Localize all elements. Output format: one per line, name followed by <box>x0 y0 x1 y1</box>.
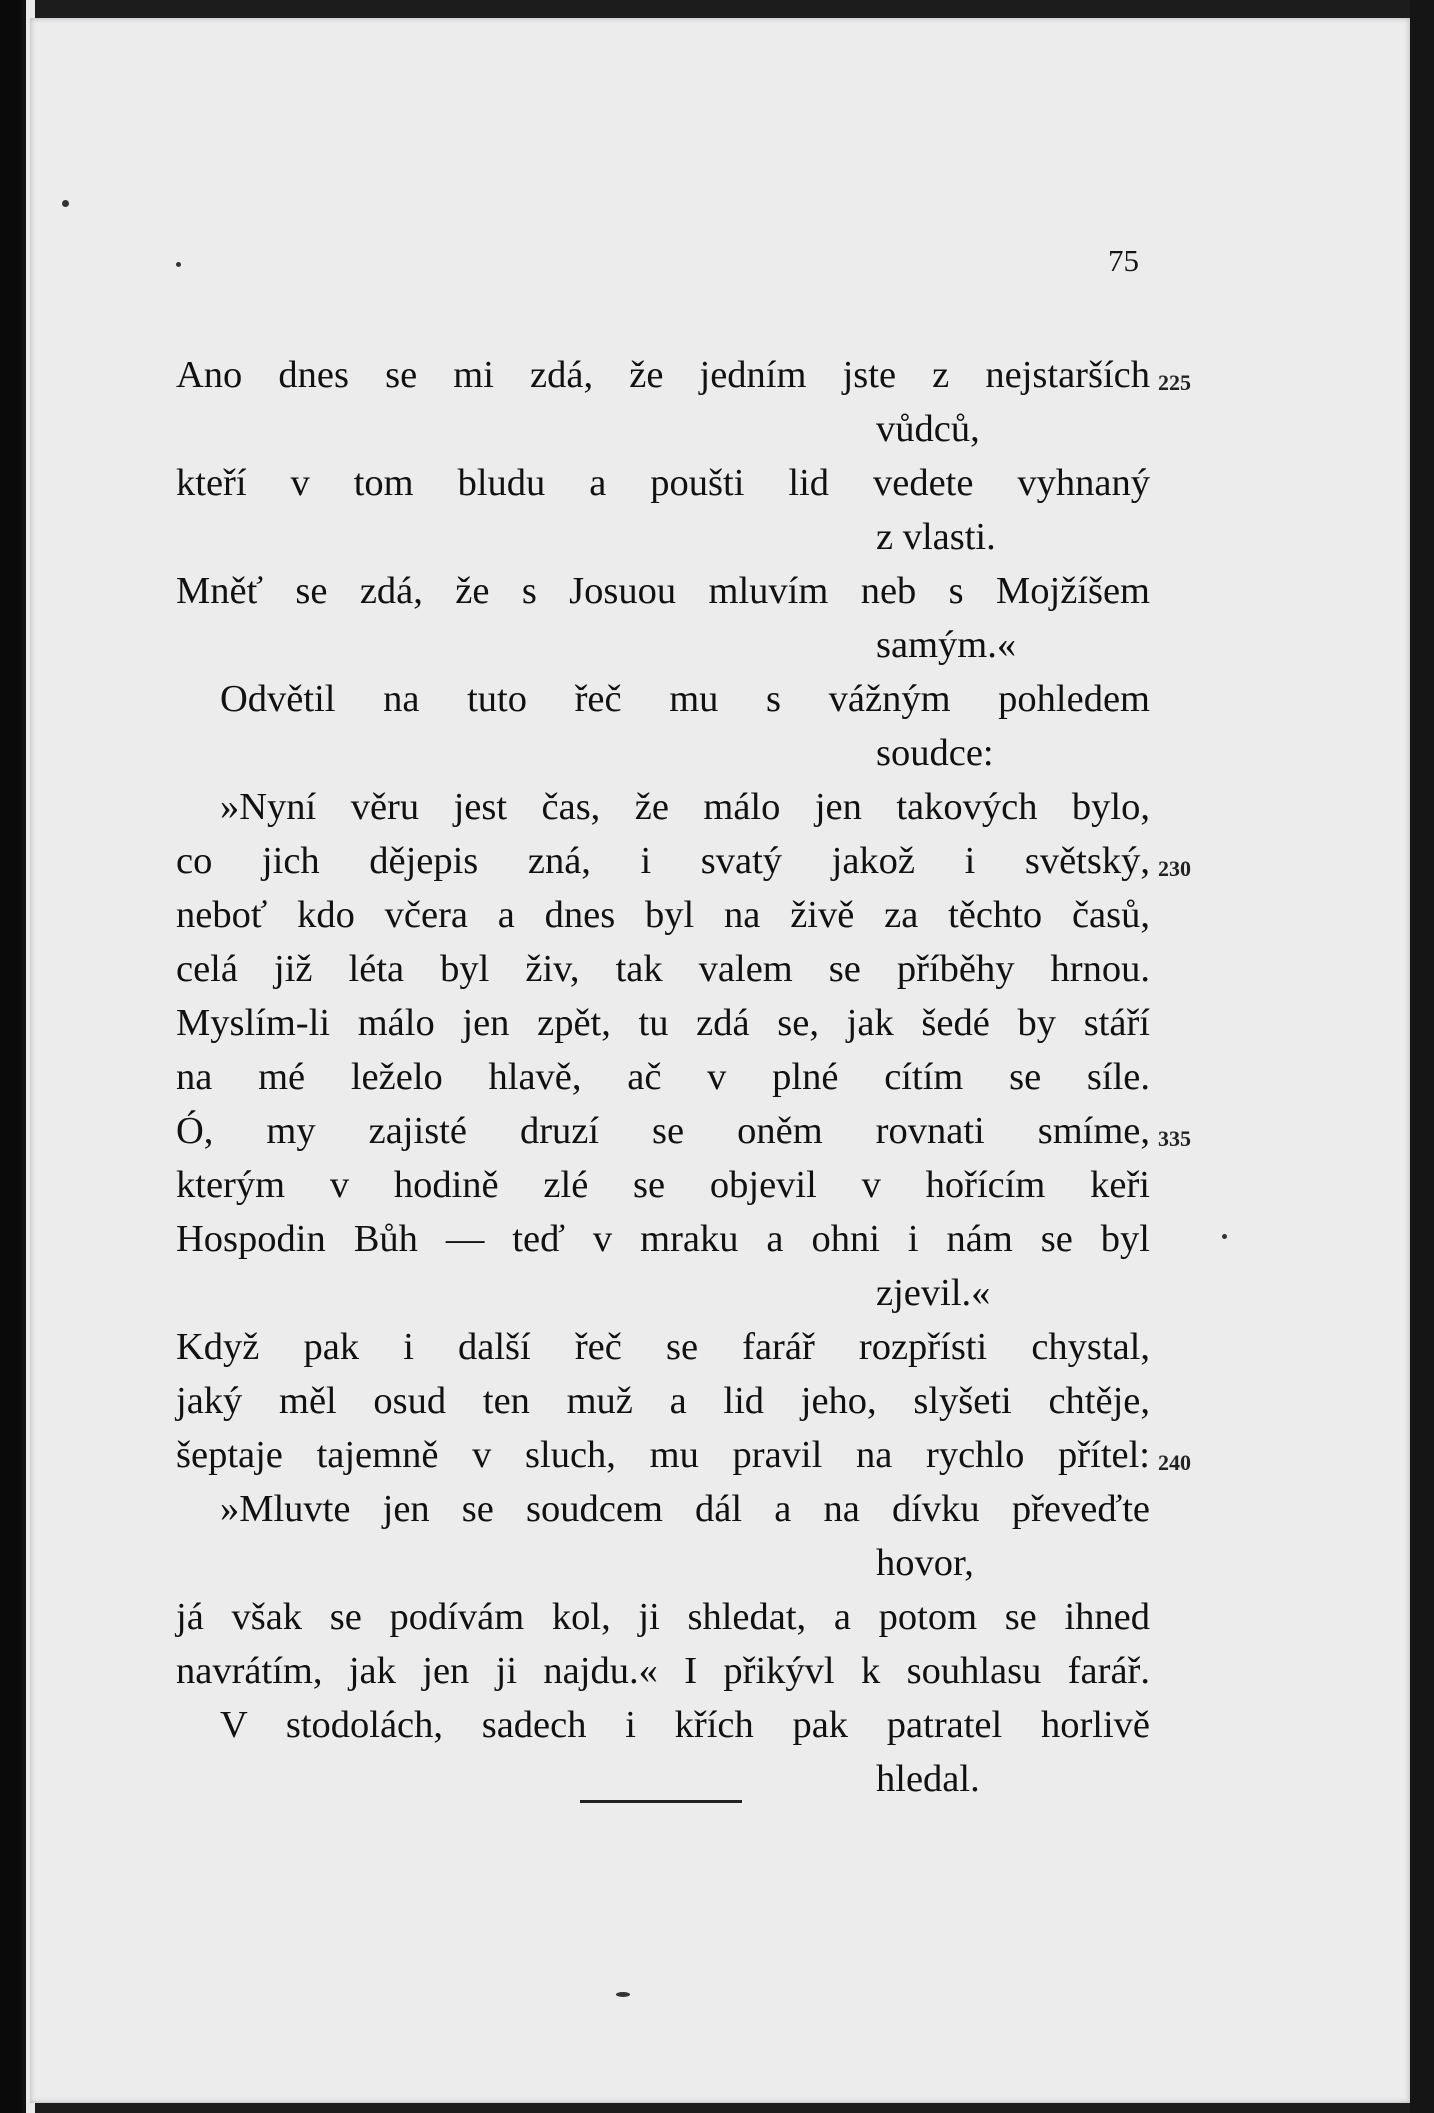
verse-line: Ó, my zajisté druzí se oněm rovnati smíme, <box>176 1110 1150 1152</box>
scan-speck <box>62 200 69 207</box>
binding-edge <box>0 0 30 2113</box>
verse-line: Hospodin Bůh — teď v mraku a ohni i nám se byl <box>176 1218 1150 1260</box>
scan-speck <box>1222 1234 1227 1239</box>
verse-line: navrátím, jak jen ji najdu.« I přikývl k souhlasu farář. <box>176 1650 1150 1692</box>
verse-line: hovor, <box>876 1542 974 1584</box>
verse-line: Když pak i další řeč se farář rozpřísti chystal, <box>176 1326 1150 1368</box>
verse-line: celá již léta byl živ, tak valem se příběhy hrnou. <box>176 948 1150 990</box>
verse-line: kteří v tom bludu a poušti lid vedete vyhnaný <box>176 462 1150 504</box>
section-rule <box>580 1800 742 1803</box>
verse-line: samým.« <box>876 624 1017 666</box>
page-edge-shadow <box>1410 0 1434 2113</box>
verse-line: neboť kdo včera a dnes byl na živě za těchto časů, <box>176 894 1150 936</box>
verse-line: na mé leželo hlavě, ač v plné cítím se síle. <box>176 1056 1150 1098</box>
line-number: 335 <box>1158 1126 1191 1151</box>
line-number: 230 <box>1158 856 1191 881</box>
verse-line: »Nyní věru jest čas, že málo jen takových bylo, <box>220 786 1150 828</box>
verse-line: kterým v hodině zlé se objevil v hořícím keři <box>176 1164 1150 1206</box>
verse-line: Mněť se zdá, že s Josuou mluvím neb s Mojžíšem <box>176 570 1150 612</box>
verse-line: zjevil.« <box>876 1272 991 1314</box>
verse-line: já však se podívám kol, ji shledat, a potom se ihned <box>176 1596 1150 1638</box>
verse-line: jaký měl osud ten muž a lid jeho, slyšeti chtěje, <box>176 1380 1150 1422</box>
verse-line: Ano dnes se mi zdá, že jedním jste z nejstarších <box>176 354 1150 396</box>
verse-line: hledal. <box>876 1758 980 1800</box>
line-number: 240 <box>1158 1450 1191 1475</box>
scan-speck <box>616 1992 630 1997</box>
scan-speck <box>176 262 181 267</box>
verse-line: vůdců, <box>876 408 980 450</box>
line-number: 225 <box>1158 370 1191 395</box>
verse-line: šeptaje tajemně v sluch, mu pravil na rychlo přítel: <box>176 1434 1150 1476</box>
verse-line: Myslím-li málo jen zpět, tu zdá se, jak šedé by stáří <box>176 1002 1150 1044</box>
verse-line: co jich dějepis zná, i svatý jakož i světský, <box>176 840 1150 882</box>
page-number: 75 <box>1108 243 1139 278</box>
verse-line: Odvětil na tuto řeč mu s vážným pohledem <box>220 678 1150 720</box>
verse-line: z vlasti. <box>876 516 996 558</box>
verse-line: soudce: <box>876 732 994 774</box>
verse-line: »Mluvte jen se soudcem dál a na dívku převeďte <box>220 1488 1150 1530</box>
verse-line: V stodolách, sadech i křích pak patratel horlivě <box>220 1704 1150 1746</box>
